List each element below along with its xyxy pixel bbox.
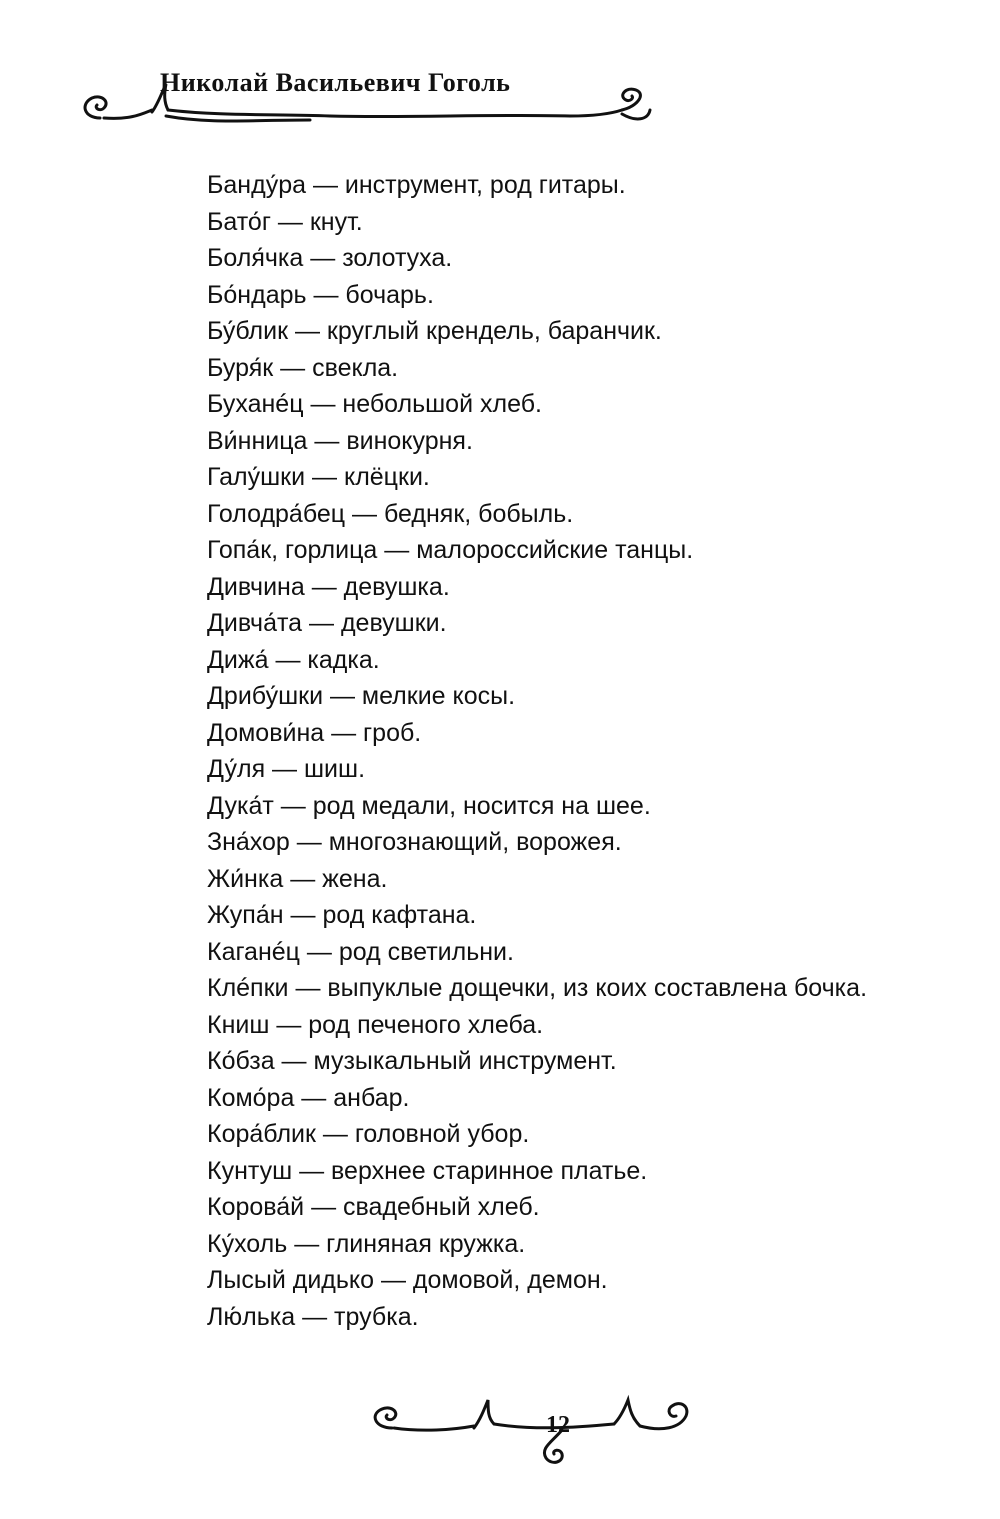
glossary-entry: Жупа́н — род кафтана. — [207, 901, 477, 929]
glossary-entry: Лю́лька — трубка. — [207, 1302, 419, 1331]
glossary-entry: Буханéц — небольшой хлеб. — [207, 390, 542, 418]
glossary-entry: Комо́ра — анбар. — [207, 1083, 410, 1112]
glossary-entry: Ви́нница — винокурня. — [207, 426, 473, 455]
glossary-entry: Голодра́бец — бедняк, бобыль. — [207, 499, 574, 528]
glossary-entry: Дивча́та — девушки. — [207, 609, 447, 637]
glossary-entry: Корова́й — свадебный хлеб. — [207, 1193, 540, 1221]
glossary-entry: Дрибу́шки — мелкие косы. — [207, 682, 516, 710]
glossary-entry: Дука́т — род медали, носится на шее. — [207, 791, 651, 820]
glossary-entry: Боля́чка — золотуха. — [207, 244, 453, 272]
glossary-list — [207, 167, 867, 1335]
glossary-entry: Домови́на — гроб. — [207, 718, 422, 747]
glossary-entry: Каганéц — род светильни. — [207, 937, 514, 966]
glossary-entry: Книш — род печеного хлеба. — [207, 1010, 544, 1039]
glossary-entry: Ду́ля — шиш. — [207, 755, 366, 783]
glossary-entry: Банду́ра — инструмент, род гитары. — [207, 171, 626, 199]
glossary-entry: Жи́нка — жена. — [207, 864, 388, 893]
glossary-entry: Кора́блик — головной убор. — [207, 1120, 530, 1148]
page-number: 12 — [546, 1412, 570, 1438]
glossary-entry: Кунтуш — верхнее старинное платье. — [207, 1156, 648, 1185]
glossary-entry: Бато́г — кнут. — [207, 207, 363, 236]
glossary-entry: Клéпки — выпуклые дощечки, из коих составлена бочка. — [207, 974, 868, 1002]
glossary-entry: Галу́шки — клёцки. — [207, 463, 430, 491]
glossary-entry: Ку́холь — глиняная кружка. — [207, 1229, 526, 1258]
glossary-entry: Ко́бза — музыкальный инструмент. — [207, 1047, 617, 1075]
footer-ornament — [362, 1392, 712, 1482]
running-header-author: Николай Васильевич Гоголь — [160, 68, 511, 97]
header-ornament — [70, 80, 660, 140]
glossary-entry: Зна́хор — многознающий, ворожея. — [207, 828, 622, 856]
glossary-entry: Дижа́ — кадка. — [207, 645, 380, 674]
glossary-entry: Буря́к — свекла. — [207, 353, 399, 382]
glossary-entry: Бо́ндарь — бочарь. — [207, 280, 434, 309]
glossary-entry: Лысый дидько — домовой, демон. — [207, 1266, 608, 1294]
glossary-entry: Гопа́к, горлица — малороссийские танцы. — [207, 536, 694, 564]
glossary-entry: Дивчина — девушка. — [207, 572, 450, 601]
glossary-entry: Бу́блик — круглый крендель, баранчик. — [207, 317, 662, 345]
